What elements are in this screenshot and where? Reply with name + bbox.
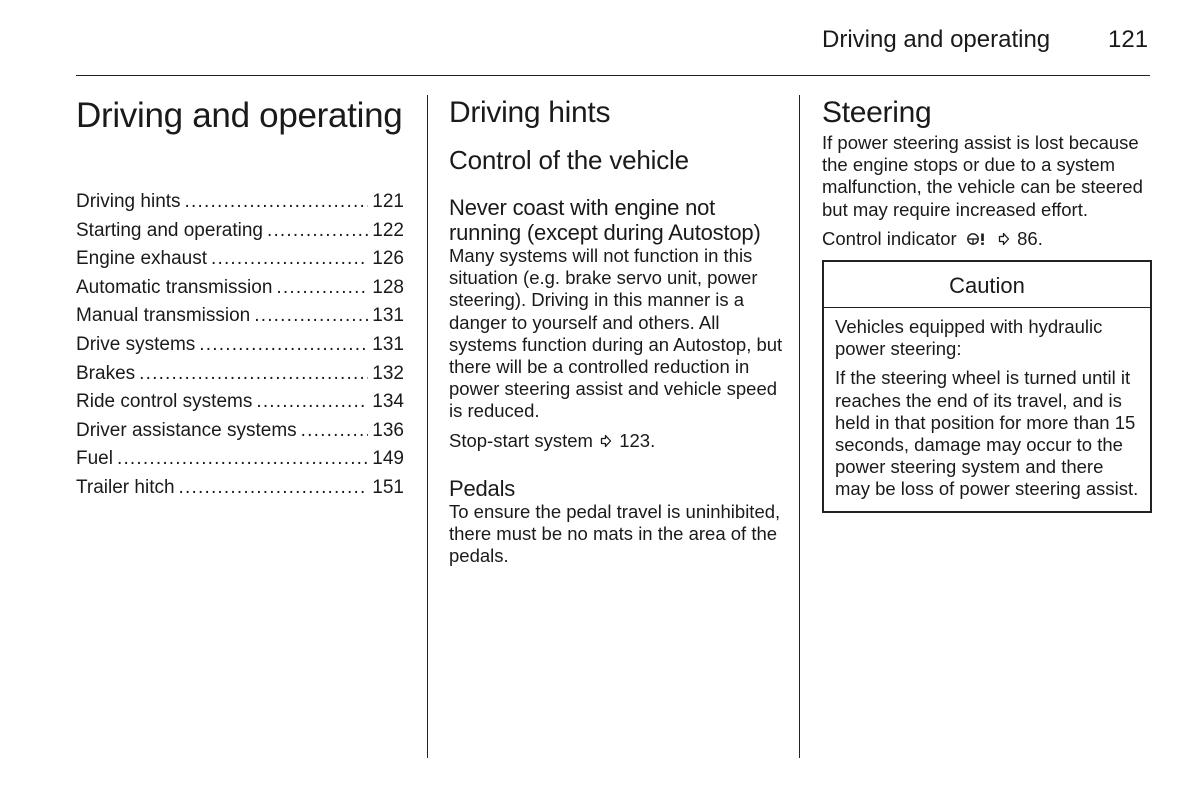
toc-dot-leader (256, 388, 368, 417)
section-title: Driving hints (449, 96, 611, 129)
topic-title-coast: Never coast with engine not running (except during Autostop) (449, 195, 761, 245)
caution-body (824, 308, 1150, 511)
chapter-contents (76, 90, 404, 503)
toc-entry-label: Ride control systems (76, 391, 253, 413)
steering-section (822, 90, 1152, 513)
toc-dot-leader (267, 217, 368, 246)
toc-entry-label: Trailer hitch (76, 476, 175, 498)
toc-entry-label: Starting and operating (76, 219, 263, 241)
toc-entry (76, 388, 404, 417)
indicator-page: 86. (1017, 227, 1043, 249)
toc-entry (76, 331, 404, 360)
toc-entry-label: Engine exhaust (76, 248, 207, 270)
coast-body: Many systems will not function in this situation (e.g. brake servo unit, power steering). Driving in this manner is a danger to yourself and others. All systems function during an Autostop, but there will be a controlled reduction in power steering assist and vehicle speed is reduced. (449, 245, 783, 422)
running-header-title: Driving and operating (822, 26, 1051, 53)
subsection-title: Control of the vehicle (449, 145, 689, 175)
toc-dot-leader (139, 360, 368, 389)
toc-dot-leader (185, 188, 369, 217)
toc-entry-label: Driving hints (76, 191, 181, 212)
page-number: 121 (1108, 26, 1149, 53)
toc-dot-leader (211, 245, 368, 274)
toc-entry-page: 151 (372, 476, 404, 498)
toc-dot-leader (301, 417, 369, 446)
column-divider (427, 95, 428, 758)
caution-box (822, 260, 1152, 513)
toc-entry-page: 122 (372, 219, 404, 241)
toc-entry (76, 188, 404, 217)
cross-reference (449, 430, 784, 452)
toc-entry-page: 121 (372, 191, 404, 212)
toc-entry (76, 474, 404, 503)
section-title: Steering (822, 96, 932, 129)
toc-entry-page: 126 (372, 248, 404, 270)
toc-entry-label: Driver assistance systems (76, 419, 297, 441)
reference-page: 123. (619, 429, 656, 451)
toc-entry (76, 217, 404, 246)
pedals-body: To ensure the pedal travel is uninhibited, there must be no mats in the area of the pedals. (449, 500, 781, 567)
power-steering-warning-icon (966, 232, 990, 246)
caution-title: Caution (824, 262, 1150, 308)
toc-entry (76, 445, 404, 474)
toc-dot-leader (117, 445, 368, 474)
chapter-title: Driving and operating (76, 96, 403, 135)
toc-entry-label: Brakes (76, 362, 136, 384)
toc-entry (76, 417, 404, 446)
steering-body: If power steering assist is lost because the engine stops or due to a system malfunction, the vehicle can be steered but may require increased effort. (822, 132, 1143, 220)
column-divider (799, 95, 800, 758)
toc-entry-label: Fuel (76, 448, 113, 470)
toc-entry-page: 134 (372, 391, 404, 413)
caution-paragraph: If the steering wheel is turned until it reaches the end of its travel, and is held in that position for more than 15 seconds, damage may occur to the power steering system and there may be loss of power steering assist. (835, 367, 1139, 500)
toc-dot-leader (276, 274, 368, 303)
toc-list (76, 188, 404, 503)
toc-entry (76, 302, 404, 331)
toc-entry-page: 132 (372, 362, 404, 384)
toc-dot-leader (199, 331, 368, 360)
caution-paragraph: Vehicles equipped with hydraulic power steering: (835, 316, 1103, 360)
indicator-label: Control indicator (822, 227, 957, 249)
page-reference-arrow-icon (998, 232, 1010, 246)
toc-entry-page: 131 (372, 305, 404, 327)
toc-entry-page: 149 (372, 448, 404, 470)
control-indicator-line (822, 228, 1152, 250)
toc-entry-page: 128 (372, 276, 404, 298)
header-rule (76, 75, 1150, 76)
toc-entry-page: 131 (372, 333, 404, 355)
toc-entry-label: Drive systems (76, 333, 196, 355)
toc-entry (76, 360, 404, 389)
toc-entry-label: Automatic transmission (76, 276, 273, 298)
toc-entry-label: Manual transmission (76, 305, 251, 327)
driving-hints-section (449, 90, 784, 567)
toc-entry (76, 245, 404, 274)
toc-entry (76, 274, 404, 303)
toc-dot-leader (179, 474, 369, 503)
toc-entry-page: 136 (372, 419, 404, 441)
reference-label: Stop-start system (449, 429, 593, 451)
toc-dot-leader (254, 302, 368, 331)
topic-title-pedals: Pedals (449, 475, 516, 501)
page-reference-arrow-icon (600, 434, 612, 448)
